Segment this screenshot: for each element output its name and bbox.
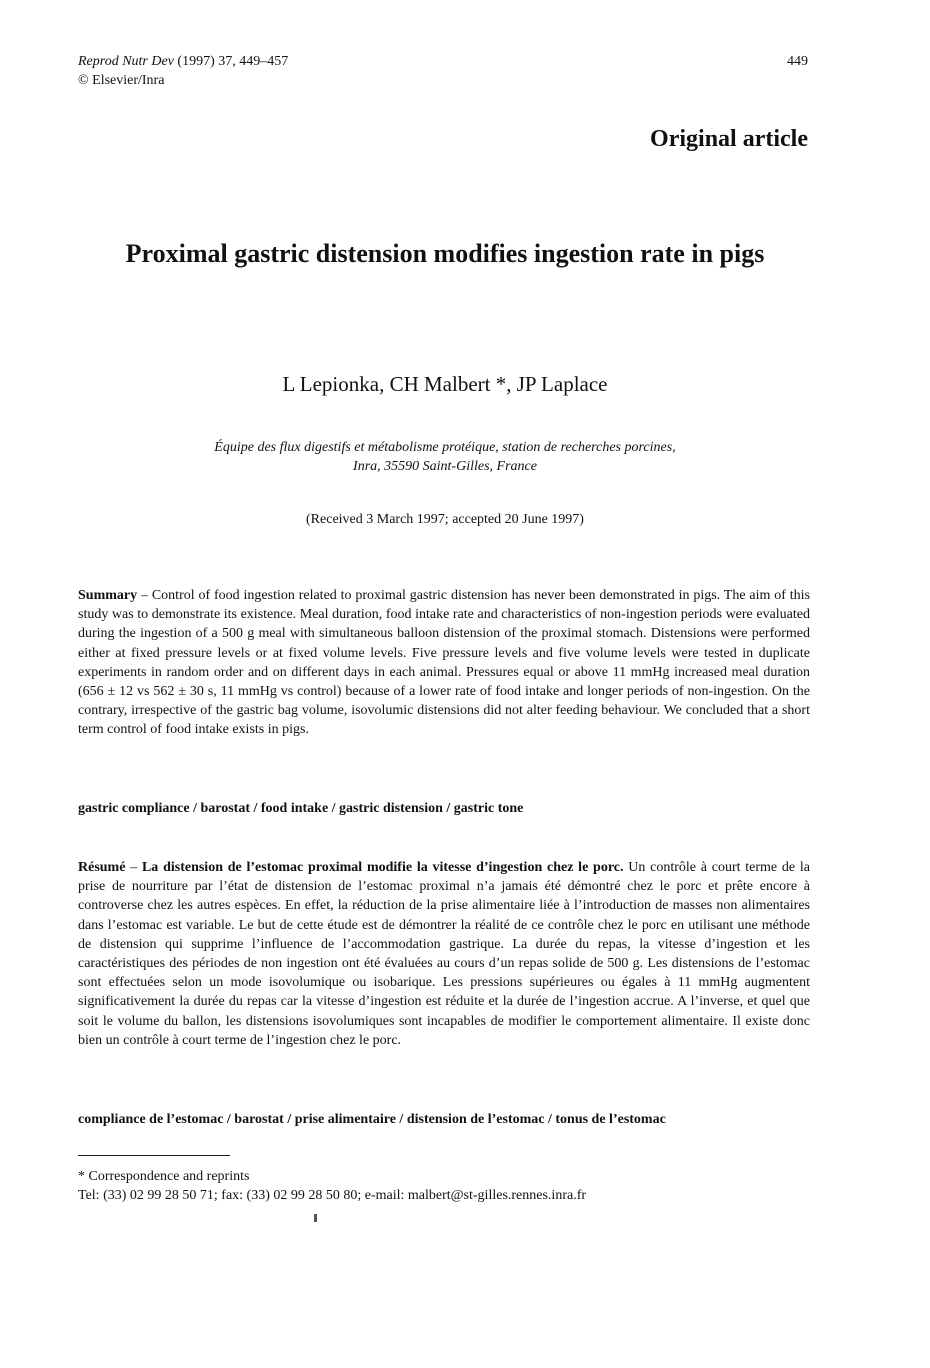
resume-text: Un contrôle à court terme de la prise de nourriture par l’état de distension de l’estomac proximal n’a jamais été démontré chez le porc et prête encore à controverse chez les autres espèces. En effet, la réduction de la prise alimentaire liée à l’introduction de masses non alimentaires dans l’estomac est variable. Le but de cette étude est de démontrer la réalité de ce contrôle chez le porc en utilisant une méthode de distension qui supprime l’influence de l’accommodation gastrique. La durée du repas, la vitesse d’ingestion et les caractéristiques des périodes de non ingestion ont été évaluées au cours d’un repas solide de 500 g. Les distensions de l’estomac sont effectuées selon un mode isovolumique ou isobarique. Les pressions supérieures ou égales à 11 mmHg augmentent significativement la durée du repas car la vitesse d’ingestion est réduite et la durée de l’ingestion accrue. A l’inverse, et quel que soit le volume du ballon, les distensions isovolumiques sont incapables de modifier le comportement alimentaire. Il existe donc bien un contrôle à court terme de l’ingestion chez le porc. bbox=[78, 860, 810, 1048]
received-dates: (Received 3 March 1997; accepted 20 June 1997) bbox=[306, 512, 584, 527]
french-keywords: compliance de l’estomac / barostat / prise alimentaire / distension de l’estomac / tonus de l’estomac bbox=[78, 1112, 666, 1127]
citation-line bbox=[78, 52, 288, 71]
english-keywords: gastric compliance / barostat / food intake / gastric distension / gastric tone bbox=[78, 801, 524, 816]
footnotes bbox=[78, 1167, 810, 1205]
summary-label: Summary bbox=[78, 588, 138, 603]
resume-separator: – bbox=[125, 860, 142, 875]
author-list: L Lepionka, CH Malbert *, JP Laplace bbox=[282, 372, 608, 396]
article-type: Original article bbox=[650, 126, 808, 152]
publisher-line: © Elsevier/Inra bbox=[78, 73, 165, 88]
footnote-divider bbox=[78, 1155, 230, 1156]
journal-header bbox=[78, 52, 288, 90]
scan-artifact-mark bbox=[314, 1214, 317, 1222]
page-number: 449 bbox=[787, 54, 808, 69]
affiliation-line-2: Inra, 35590 Saint-Gilles, France bbox=[353, 459, 537, 474]
resume-label: Résumé bbox=[78, 860, 126, 875]
summary-abstract bbox=[78, 586, 810, 740]
affiliation-line-1: Équipe des flux digestifs et métabolisme protéique, station de recherches porcines, bbox=[214, 440, 676, 455]
journal-name: Reprod Nutr Dev bbox=[78, 54, 174, 69]
summary-text: Control of food ingestion related to proximal gastric distension has never been demonstrated in pigs. The aim of this study was to demonstrate its existence. Meal duration, food intake rate and characteristics of non-ingestion periods were evaluated during the ingestion of a 500 g meal with simultaneous balloon distension of the proximal stomach. Distensions were performed either at fixed pressure levels or at fixed volume levels. Five pressure levels and five volume levels were tested in duplicate experiments in random order and on different days in each animal. Pressures equal or above 11 mmHg increased meal duration (656 ± 12 vs 562 ± 30 s, 11 mmHg vs control) because of a lower rate of food intake and longer periods of non-ingestion. On the contrary, irrespective of the gastric bag volume, isovolumic distensions did not alter feeding behaviour. We concluded that a short term control of food intake exists in pigs. bbox=[78, 588, 811, 738]
citation-details: (1997) 37, 449–457 bbox=[173, 54, 289, 69]
summary-separator: – bbox=[137, 588, 152, 603]
contact-details: Tel: (33) 02 99 28 50 71; fax: (33) 02 99 28 50 80; e-mail: malbert@st-gilles.rennes.inra.fr bbox=[78, 1188, 587, 1203]
resume-title: La distension de l’estomac proximal modifie la vitesse d’ingestion chez le porc. bbox=[141, 860, 624, 875]
correspondence-note: * Correspondence and reprints bbox=[78, 1169, 250, 1184]
resume-abstract bbox=[78, 858, 810, 1050]
affiliation bbox=[80, 438, 810, 476]
article-title: Proximal gastric distension modifies ingestion rate in pigs bbox=[125, 239, 765, 268]
